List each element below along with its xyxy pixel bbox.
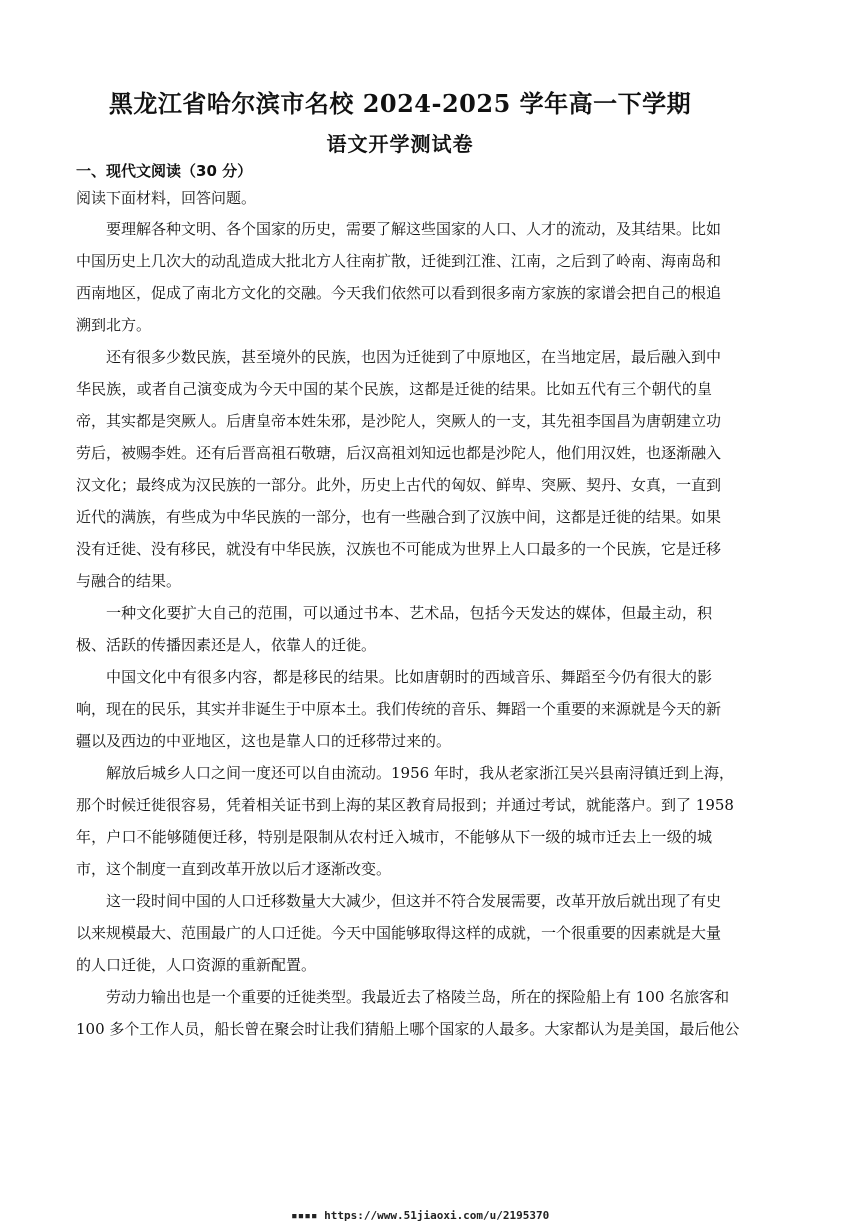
paragraph-line: 中国历史上几次大的动乱造成大批北方人往南扩散，迁徙到江淮、江南，之后到了岭南、海南岛和 [76,252,722,270]
paragraph-line: 以来规模最大、范围最广的人口迁徙。今天中国能够取得这样的成就，一个很重要的因素就是大量 [76,924,722,942]
paragraph-line: 华民族，或者自己演变成为今天中国的某个民族，这都是迁徙的结果。比如五代有三个朝代的皇 [76,380,712,398]
paragraph-line: 劳动力输出也是一个重要的迁徙类型。我最近去了格陵兰岛，所在的探险船上有 100 名旅客和 [106,988,730,1006]
paragraph-line: 没有迁徙、没有移民，就没有中华民族，汉族也不可能成为世界上人口最多的一个民族，它是迁移 [76,540,722,558]
paragraph-line: 溯到北方。 [76,316,152,334]
paragraph-line: 还有很多少数民族，甚至境外的民族，也因为迁徙到了中原地区，在当地定居，最后融入到中 [106,348,722,366]
paragraph-line: 一种文化要扩大自己的范围，可以通过书本、艺术品，包括今天发达的媒体，但最主动，积 [106,604,712,622]
paragraph-line: 中国文化中有很多内容，都是移民的结果。比如唐朝时的西域音乐、舞蹈至今仍有很大的影 [106,668,712,686]
paragraph-line: 年，户口不能够随便迁移，特别是限制从农村迁入城市，不能够从下一级的城市迁去上一级的城 [76,828,712,846]
page-title: 黑龙江省哈尔滨市名校 2024-2025 学年高一下学期 [108,89,692,118]
paragraph-line: 这一段时间中国的人口迁移数量大大减少，但这并不符合发展需要，改革开放后就出现了有史 [106,892,722,910]
paragraph-line: 响，现在的民乐，其实并非诞生于中原本土。我们传统的音乐、舞蹈一个重要的来源就是今天的新 [76,700,722,718]
page-subtitle: 语文开学测试卷 [326,132,474,156]
paragraph-line: 的人口迁徙，人口资源的重新配置。 [76,956,317,974]
paragraph-line: 帝，其实都是突厥人。后唐皇帝本姓朱邪，是沙陀人，突厥人的一支，其先祖李国昌为唐朝建立功 [76,412,722,430]
paragraph-line: 西南地区，促成了南北方文化的交融。今天我们依然可以看到很多南方家族的家谱会把自己的根追 [76,284,722,302]
paragraph-line: 极、活跃的传播因素还是人，依靠人的迁徙。 [76,636,377,654]
paragraph-line: 那个时候迁徙很容易，凭着相关证书到上海的某区教育局报到；并通过考试，就能落户。到了 1958 [76,796,734,814]
section-heading: 一、现代文阅读（30 分） [76,162,253,180]
paragraph-line: 要理解各种文明、各个国家的历史，需要了解这些国家的人口、人才的流动，及其结果。比如 [106,220,722,238]
footer-watermark-link[interactable]: ▪▪▪▪ https://www.51jiaoxi.com/u/2195370 [291,1209,550,1222]
paragraph-line: 解放后城乡人口之间一度还可以自由流动。1956 年时，我从老家浙江吴兴县南浔镇迁到上海， [106,764,734,782]
paragraph-line: 100 多个工作人员，船长曾在聚会时让我们猜船上哪个国家的人最多。大家都认为是美国，最后他公 [76,1020,740,1038]
paragraph-line: 疆以及西边的中亚地区，这也是靠人口的迁移带过来的。 [76,732,452,750]
paragraph-line: 近代的满族，有些成为中华民族的一部分，也有一些融合到了汉族中间，这都是迁徙的结果。如果 [76,508,722,526]
paragraph-line: 汉文化；最终成为汉民族的一部分。此外，历史上古代的匈奴、鲜卑、突厥、契丹、女真，一直到 [76,476,722,494]
paragraph-line: 市，这个制度一直到改革开放以后才逐渐改变。 [76,860,392,878]
instruction-text: 阅读下面材料，回答问题。 [76,189,257,207]
paragraph-line: 劳后，被赐李姓。还有后晋高祖石敬瑭，后汉高祖刘知远也都是沙陀人，他们用汉姓，也逐渐融入 [76,444,722,462]
paragraph-line: 与融合的结果。 [76,572,182,590]
